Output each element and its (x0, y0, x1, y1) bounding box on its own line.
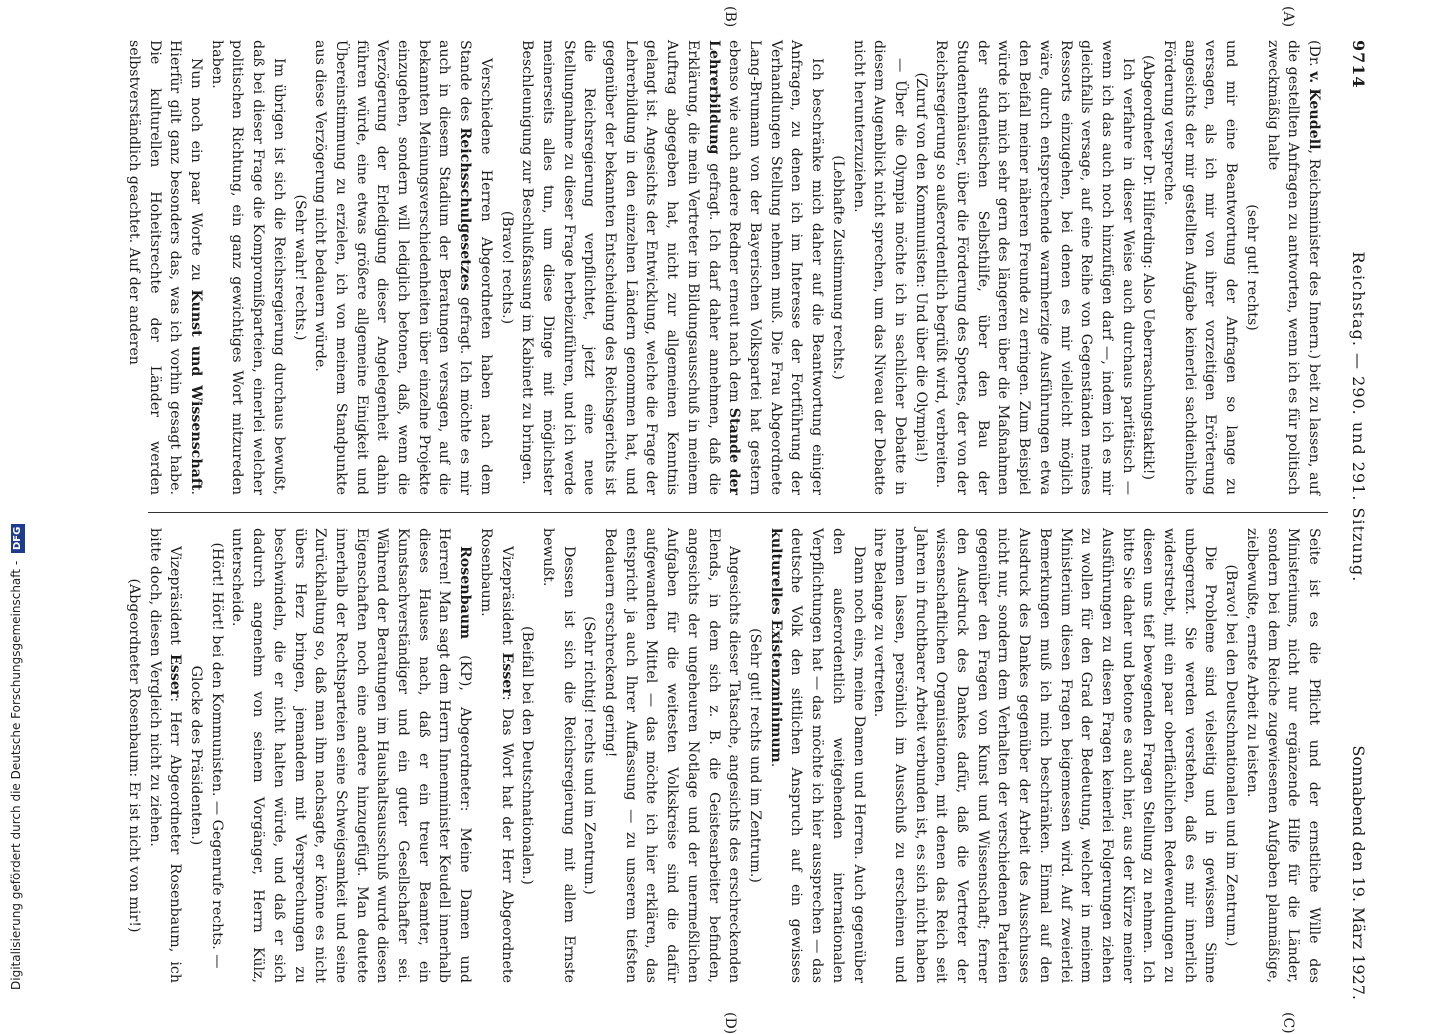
text-run: Dann noch eins, meine Damen und Herren. Auch gegenüber den außerordentlich weitgehenden internationalen Verpflichtungen hat — das möchte ich hier aussprechen — das deutsche Volk den sittlichen Anspruch auf ein gewisses (788, 528, 867, 983)
interjection (1220, 528, 1241, 983)
interjection (579, 528, 600, 983)
paragraph (1158, 40, 1241, 495)
text-run: Seite ist es die Pflicht und der ernstliche Wille des Ministeriums, nicht nur ergänzende Hilfe für die Länder, sondern bei dem Reiche zugewiesenen Aufgaben planmäßige, zielbewußte, ernste Arbeit zu leisten. (1243, 528, 1322, 983)
text-run: Vizepräsident (167, 546, 184, 655)
interjection (289, 40, 310, 495)
text-run: (Sehr richtig! rechts und im Zentrum.) (581, 616, 598, 895)
text-run: . Hierfür gilt ganz besonders das, was ich vorhin gesagt habe. Die kulturellen Hoheitsrechte der Länder werden selbstverständlich geachtet. Auf der anderen (125, 40, 205, 495)
text-run: gefragt. Ich möchte es mir auch in diesem Stadium der Beratungen versagen, auf die bekannten Meinungsverschiedenheiten über einzelne Projekte einzugehen, sondern will lediglich betonen, daß, wenn die Verzögerung der Erledigung dieser Angelegenheit dahin führen würde, eine etwas größere allgemeine Einigkeit und Übereinstimmung zu erzielen, ich von meinem Standpunkte aus diese Verzögerung nicht bedauern würde. (312, 40, 474, 496)
bold-term: Kunst und Wissenschaft (188, 289, 205, 491)
text-run: Verschiedene Herren Abgeordneten haben nach dem Stande des (457, 40, 494, 495)
text-run: Ich verfahre in dieser Weise auch durchaus paritätisch — wenn ich das auch noch hinzufügen darf —, indem ich es mir gleichfalls versage, auf eine Reihe von Gegenständen meines Ressorts einzugehen, bei denen es mir vielleicht möglich wäre, durch entsprechende warmherzige Ausführungen etwa den Beifall meiner näheren Freunde zu erringen. Zum Beispiel würde ich mich sehr gern des längeren über die Maßnahmen der studentischen Selbsthilfe, über den Bau der Studentenhäuser, über die Förderung des Sportes, der von der Reichsregierung so außerordentlich begrüßt wird, verbreiten. (933, 40, 1136, 495)
bold-term: v. Keudell (1306, 71, 1322, 150)
text-run: — Über die Olympia möchte ich in sachlicher Debatte in diesem Augenblick nicht sprechen, um das Niveau der Debatte nicht herunterzuziehen. (850, 40, 908, 495)
right-text-column (125, 528, 1324, 984)
bold-term: kulturelles Existenzminimum (767, 528, 784, 763)
footer-strip (0, 0, 30, 1000)
text-run: . (767, 762, 784, 768)
text-run: (sehr gut! rechts) (1243, 204, 1260, 331)
running-title: Reichstag. — 290. und 291. Sitzung. (1349, 251, 1368, 583)
text-run: Vizepräsident (498, 546, 515, 653)
bold-term: Stande der Lehrerbildung (705, 40, 743, 495)
interjection (744, 528, 765, 983)
margin-marker-c: (C) (1280, 1012, 1296, 1034)
interjection (910, 40, 931, 495)
page-header (1338, 40, 1368, 1000)
text-run: Dessen ist sich die Reichsregierung mit allem Ernste bewußt. (539, 528, 577, 983)
text-run: , Reichsminister des Innern.) beit zu lassen, auf die gestellten Anfragen zu antworten, wenn ich es für politisch zweckmäßig halte (1264, 40, 1322, 495)
interjection (1138, 40, 1159, 495)
left-text-column (125, 40, 1324, 496)
text-run: (Abgeordneter Dr. Hilferding: Also Ueberraschungstaktik!) (1140, 54, 1157, 481)
text-run: Ich beschränke mich daher auf die Beantwortung einiger Anfragen, zu denen ich im Interesse der Fortführung der Verhandlungen Stellung nehmen muß. Die Frau Abgeordnete Lang-Brumann von der Bayerischen Volkspartei hat gestern ebenso wie auch andere Redner erneut nach dem (726, 40, 826, 495)
text-run: : Herr Abgeordneter Rosenbaum, ich bitte doch, diesen Vergleich nicht zu ziehen. (146, 528, 184, 984)
bold-term: Esser (167, 654, 184, 698)
text-run: (Zuruf von den Kommunisten: Und über die Olympia!) (912, 72, 929, 463)
interjection (185, 528, 226, 983)
text-run: : Das Wort hat der Herr Abgeordnete Rosenbaum. (477, 528, 515, 983)
digitization-credit-text: Digitalisierung gefördert durch die Deutsche Forschungsgemeinschaft - (9, 560, 23, 990)
column-divider (148, 512, 1328, 513)
bold-term: Esser (498, 652, 515, 696)
text-run: Im übrigen ist sich die Reichsregierung durchaus bewußt, daß bei dieser Frage die Kompromißparteien, einerlei welcher politischen Richtung, ein ganz gewichtiges Wort mitzureden haben. (208, 40, 287, 495)
text-run: (Sehr wahr! rechts.) (291, 194, 308, 341)
text-run: (Bravo! rechts.) (498, 210, 515, 325)
interjection (1241, 40, 1262, 495)
margin-marker-b: (B) (722, 6, 738, 28)
interjection (496, 40, 517, 495)
interjection (517, 528, 538, 983)
text-run: Angesichts dieser Tatsache, angesichts des erschreckenden Elends, in dem sich z. B. die Geistesarbeiter befinden, angesichts der ungeheuren Notlage und der unermeßlichen Aufgaben für die weitesten Volkskreise sind die dafür aufgewandten Mittel — das möchte ich hier erklären, das entspricht ja auch Ihrer Auffassung — zu unserem tiefsten Bedauern erschreckend gering! (602, 528, 743, 983)
paragraph (310, 40, 496, 495)
paragraph (765, 528, 869, 983)
paragraph (599, 528, 744, 983)
text-run: Nun noch ein paar Worte zu (188, 58, 205, 290)
paragraph (206, 40, 289, 495)
interjection (123, 528, 144, 983)
digitization-credit (6, 0, 26, 990)
paragraph (475, 528, 516, 983)
text-run: (Sehr gut! rechts und im Zentrum.) (747, 628, 764, 883)
text-run: (Beifall bei den Deutschnationalen.) (519, 626, 536, 885)
dfg-logo: DFG (11, 524, 25, 553)
paragraph (144, 528, 185, 983)
interjection (827, 40, 848, 495)
text-run: und mir eine Beantwortung der Anfragen so lange zu versagen, als ich mir von ihrer vorzeitigen Erörterung angesichts der mir gestellten Aufgabe keinerlei sachdienliche Förderung verspreche. (1161, 40, 1240, 495)
paragraph (517, 40, 828, 495)
paragraph (848, 40, 910, 495)
paragraph (537, 528, 578, 983)
text-run: Die Probleme sind vielseitig und in gewissem Sinne unbegrenzt. Sie werden verstehen, daß es mir innerlich widerstrebt, mit ein paar oberflächlichen Redewendungen zu diesen uns tief bewegenden Fragen Stellung zu nehmen. Ich bitte Sie daher und betone es auch hier, aus der Kürze meiner Ausführungen zu diesen Fragen keinerlei Folgerungen ziehen zu wollen für den Grad der Bedeutung, welcher in meinem Ministerium diesen Fragen beigemessen wird. Auf zweierlei Bemerkungen muß ich mich beschränken. Einmal auf den Ausdruck des Dankes gegenüber der Arbeit des Ausschusses nicht nur, sondern dem Verhalten der verschiedenen Parteien gegenüber den Fragen von Kunst und Wissenschaft; ferner den Ausdruck des Dankes dafür, daß die Vertreter der wissenschaftlichen Organisationen, mit denen das Reich seit Jahren in fruchtbarer Arbeit verbunden ist, es sich nicht haben nehmen lassen, persönlich im Ausschuß zu erscheinen und ihre Belange zu vertreten. (871, 528, 1219, 983)
text-run: (Dr. (1306, 40, 1322, 72)
bold-term: Reichsschulgesetzes (457, 127, 474, 291)
paragraph (227, 528, 475, 983)
paragraph (869, 528, 1221, 983)
text-run: (Bravo! bei den Deutschnationalen und im Zentrum.) (1223, 564, 1240, 947)
paragraph (1262, 40, 1324, 495)
session-date: Sonnabend den 19. März 1927. (1349, 745, 1368, 1000)
rotated-page (125, 6, 1368, 1034)
text-run: (Abgeordneter Rosenbaum: Er ist nicht von mir!) (125, 578, 142, 933)
text-run: (Lebhafte Zustimmung rechts.) (829, 155, 846, 380)
margin-marker-d: (D) (722, 1012, 738, 1034)
page-number: 9714 (1349, 40, 1368, 89)
paragraph (1241, 528, 1324, 983)
paragraph (931, 40, 1138, 495)
text-run: gefragt. Ich darf daher annehmen, daß die Erklärung, die mein Vertreter im Bildungsausschuß in meinem Auftrag abgegeben hat, nicht zur allgemeinen Kenntnis gelangt ist. Angesichts der Entwicklung, welche die Frage der Lehrerbildung in den einzelnen Ländern genommen hat, und gegenüber der bekannten Entscheidung des Reichsgerichts ist die Reichsregierung verpflichtet, jetzt eine neue Stellungnahme zu dieser Frage herbeizuführen, und ich werde meinerseits alles tun, um diese Dinge mit möglichster Beschleunigung zur Beschlußfassung im Kabinett zu bringen. (519, 40, 722, 495)
margin-marker-a: (A) (1280, 6, 1296, 28)
text-run: (Hört! Hört! bei den Kommunisten. — Gegenrufe rechts. — Glocke des Präsidenten.) (188, 542, 225, 969)
bold-term: Rosenbaum (457, 546, 474, 640)
paragraph (123, 40, 206, 495)
text-run: (KP), Abgeordneter: Meine Damen und Herren! Man sagt dem Herrn Innenminister Keudell innerhalb dieses Hauses nach, daß er ein treuer Beamter, ein Kunstsachverständiger und ein guter Gesellschafter sei. Während der Beratungen im Haushaltsausschuß wurde diesen Eigenschaften noch eine andere hinzugefügt. Man deutete innerhalb der Rechtsparteien seine Schweigsamkeit und seine Zurückhaltung so, daß man ihm nachsagte, er könne es nicht übers Herz bringen, jemandem mit Versprechungen zu beschwindeln, die er nicht halten würde, und daß er sich dadurch angenehm von seinem Vorgänger, Herrn Külz, unterscheide. (229, 528, 474, 983)
